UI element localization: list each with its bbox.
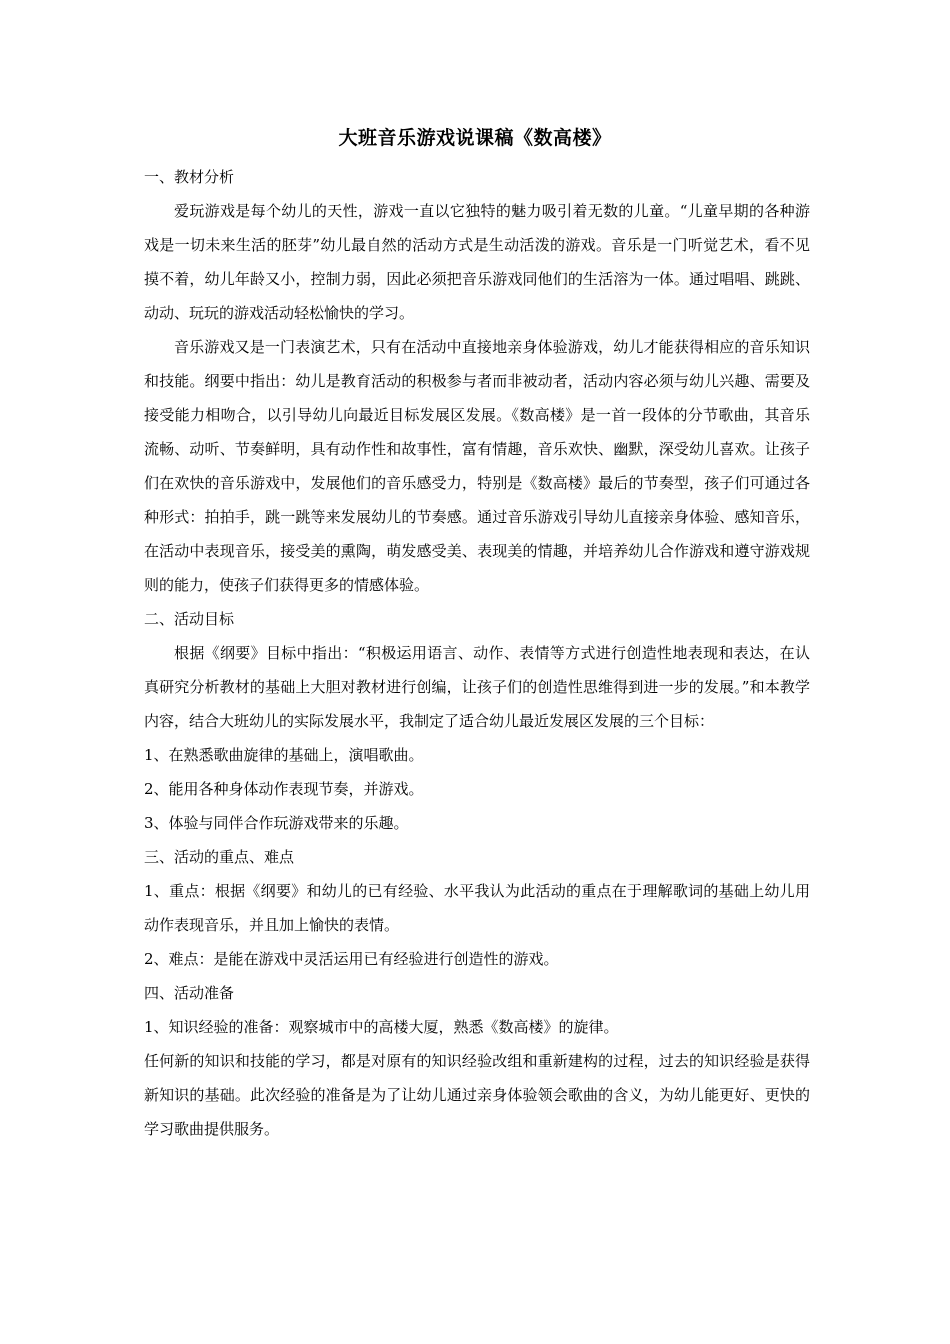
goal-item-3: 3、体验与同伴合作玩游戏带来的乐趣。 — [144, 814, 409, 832]
preparation-item-1: 1、知识经验的准备：观察城市中的高楼大厦，熟悉《数高楼》的旋律。 — [144, 1018, 619, 1036]
paragraph-preparation-note: 任何新的知识和技能的学习，都是对原有的知识经验改组和重新建构的过程，过去的知识经验是获得新知识的基础。此次经验的准备是为了让幼儿通过亲身体验领会歌曲的含义，为幼儿能更好、更快的学习歌曲提供服务。 — [144, 1052, 810, 1138]
key-point-item: 1、重点：根据《纲要》和幼儿的已有经验、水平我认为此活动的重点在于理解歌词的基础上幼儿用动作表现音乐，并且加上愉快的表情。 — [144, 882, 810, 934]
section-heading-materials: 一、教材分析 — [144, 168, 235, 186]
section-heading-preparation: 四、活动准备 — [144, 984, 235, 1002]
goal-item-1: 1、在熟悉歌曲旋律的基础上，演唱歌曲。 — [144, 746, 424, 764]
section-heading-goals: 二、活动目标 — [144, 610, 235, 628]
paragraph-goals-intro: 根据《纲要》目标中指出：“积极运用语言、动作、表情等方式进行创造性地表现和表达，在认真研究分析教材的基础上大胆对教材进行创编，让孩子们的创造性思维得到进一步的发展。”和本教学内容，结合大班幼儿的实际发展水平，我制定了适合幼儿最近发展区发展的三个目标： — [144, 644, 810, 730]
paragraph-materials-2: 音乐游戏又是一门表演艺术，只有在活动中直接地亲身体验游戏，幼儿才能获得相应的音乐知识和技能。纲要中指出：幼儿是教育活动的积极参与者而非被动者，活动内容必须与幼儿兴趣、需要及接受能力相吻合，以引导幼儿向最近目标发展区发展。《数高楼》是一首一段体的分节歌曲，其音乐流畅、动听、节奏鲜明，具有动作性和故事性，富有情趣，音乐欢快、幽默，深受幼儿喜欢。让孩子们在欢快的音乐游戏中，发展他们的音乐感受力，特别是《数高楼》最后的节奏型，孩子们可通过各种形式：拍拍手，跳一跳等来发展幼儿的节奏感。通过音乐游戏引导幼儿直接亲身体验、感知音乐，在活动中表现音乐，接受美的熏陶，萌发感受美、表现美的情趣，并培养幼儿合作游戏和遵守游戏规则的能力，使孩子们获得更多的情感体验。 — [144, 338, 810, 594]
document-title: 大班音乐游戏说课稿《数高楼》 — [338, 127, 612, 149]
paragraph-materials-1: 爱玩游戏是每个幼儿的天性，游戏一直以它独特的魅力吸引着无数的儿童。“儿童早期的各种游戏是一切未来生活的胚芽”幼儿最自然的活动方式是生动活泼的游戏。音乐是一门听觉艺术，看不见摸不着，幼儿年龄又小，控制力弱，因此必须把音乐游戏同他们的生活溶为一体。通过唱唱、跳跳、动动、玩玩的游戏活动轻松愉快的学习。 — [144, 202, 810, 322]
goal-item-2: 2、能用各种身体动作表现节奏，并游戏。 — [144, 780, 424, 798]
section-heading-key-points: 三、活动的重点、难点 — [144, 848, 295, 866]
document-body — [144, 160, 810, 1146]
difficulty-item: 2、难点：是能在游戏中灵活运用已有经验进行创造性的游戏。 — [144, 950, 559, 968]
